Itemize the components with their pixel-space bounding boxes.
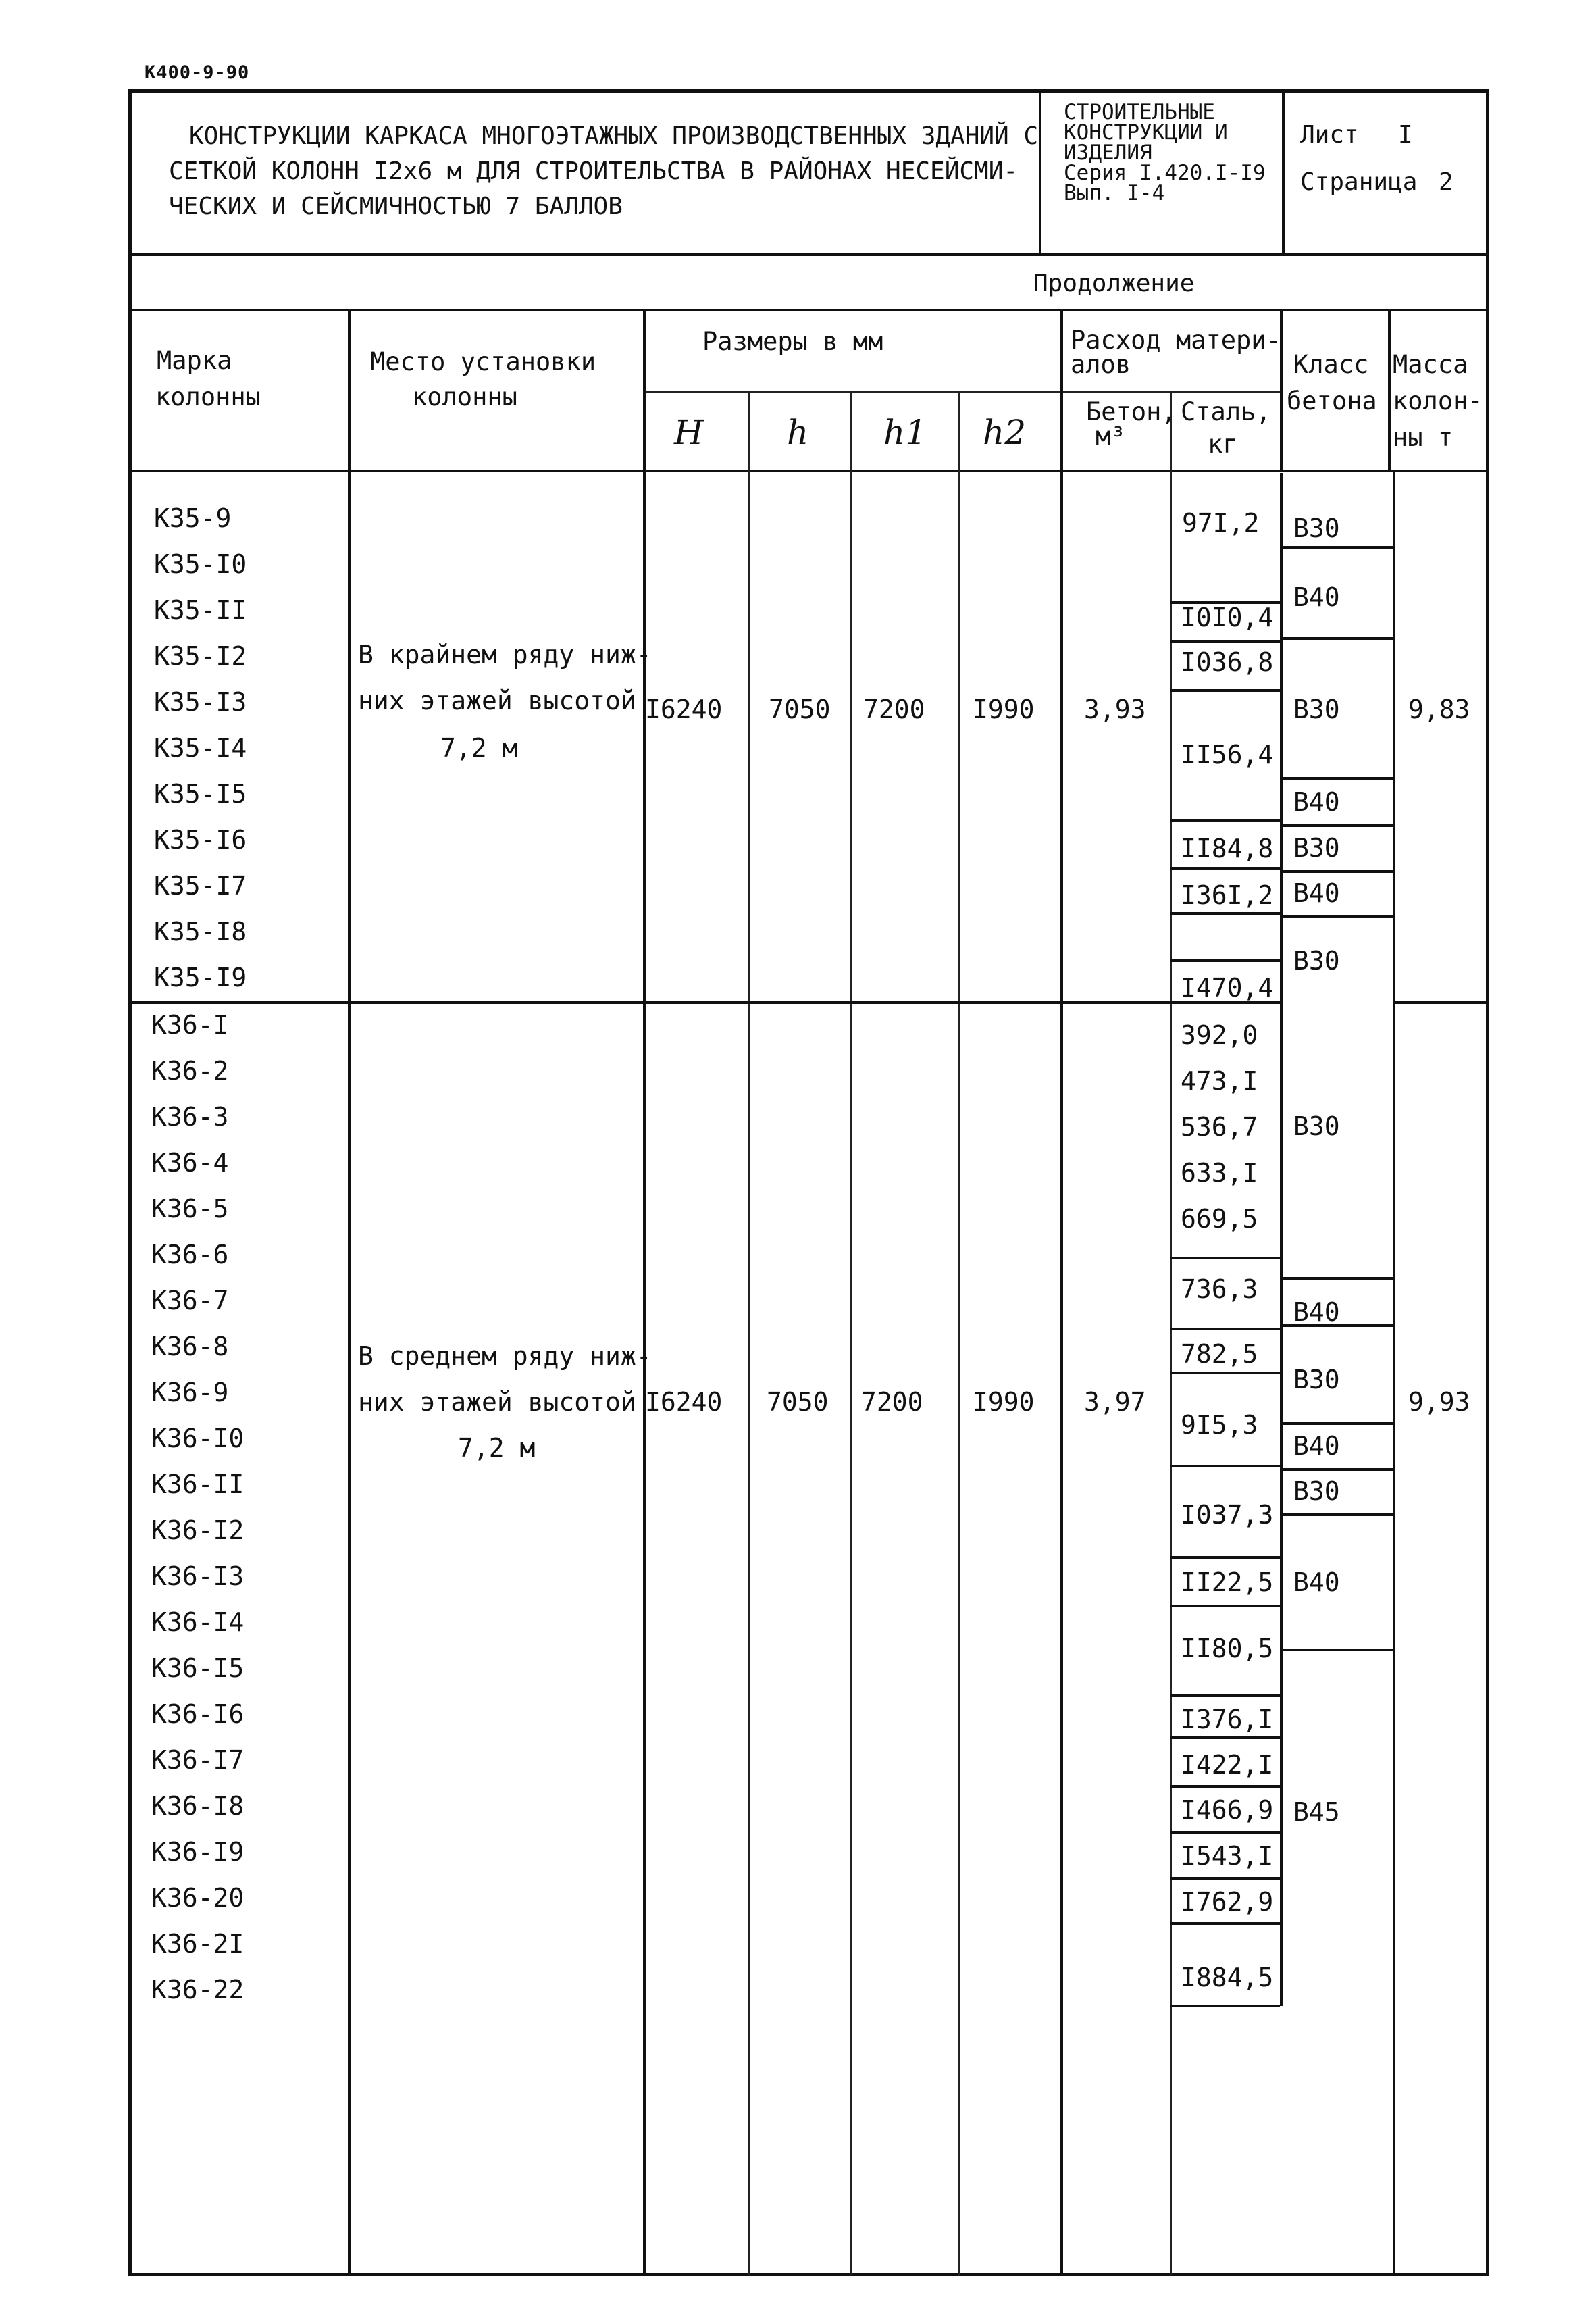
g1-class-line — [1280, 915, 1393, 918]
g2-steel-right — [1280, 1001, 1283, 2006]
title-block-bottom — [128, 253, 1489, 256]
group2-h: 7050 — [767, 1387, 829, 1417]
g2-class-line — [1280, 1513, 1393, 1516]
group2-mark-17: К36-I7 — [151, 1745, 244, 1775]
header-mass-2: колон- — [1393, 386, 1483, 416]
header-h: h — [787, 413, 809, 452]
g2-class-line — [1280, 1277, 1393, 1280]
group-separator — [128, 1001, 1281, 1004]
group2-steel-16: I762,9 — [1181, 1887, 1274, 1917]
group1-steel-2: I0I0,4 — [1181, 603, 1274, 632]
group1-mark-3: К35-II — [154, 595, 247, 625]
g1-steel-right — [1280, 473, 1283, 1001]
col-divider-h — [850, 391, 852, 2276]
group1-mark-6: К35-I4 — [154, 733, 247, 763]
sheet-value: I — [1398, 121, 1413, 149]
group2-mark-8: К36-8 — [151, 1332, 229, 1361]
header-concrete-2: м³ — [1096, 422, 1126, 451]
group2-steel-3: 536,7 — [1181, 1112, 1258, 1142]
header-class-2: бетона — [1287, 386, 1377, 416]
group2-mark-11: К36-II — [151, 1469, 244, 1499]
col-divider-mark — [348, 309, 351, 2276]
group2-mark-5: К36-5 — [151, 1194, 229, 1224]
group2-mark-22: К36-22 — [151, 1975, 244, 2005]
group1-place-3: 7,2 м — [440, 733, 518, 763]
group1-H: I6240 — [645, 695, 723, 724]
group1-steel-4: II56,4 — [1181, 740, 1274, 770]
g2-class-line — [1280, 1649, 1393, 1651]
header-mass-3: ны т — [1393, 423, 1453, 452]
g2-steel-line — [1170, 1465, 1280, 1467]
group1-steel-3: I036,8 — [1181, 647, 1274, 677]
group2-mark-15: К36-I5 — [151, 1653, 244, 1683]
g2-steel-line — [1170, 1922, 1280, 1925]
group1-steel-1: 97I,2 — [1182, 508, 1260, 538]
page-frame — [128, 89, 1489, 2276]
g2-class-line — [1280, 1468, 1393, 1471]
group2-place-3: 7,2 м — [458, 1433, 536, 1463]
series-line-3: ИЗДЕЛИЯ — [1064, 141, 1152, 165]
g1-class-line — [1280, 637, 1393, 640]
header-place-1: Место установки — [370, 347, 596, 376]
title-line-3: ЧЕСКИХ И СЕЙСМИЧНОСТЬЮ 7 БАЛЛОВ — [169, 193, 623, 220]
group2-mark-13: К36-I3 — [151, 1561, 244, 1591]
group1-class-1: B30 — [1293, 513, 1340, 543]
header-mark-2: колонны — [155, 382, 261, 411]
group2-mark-19: К36-I9 — [151, 1837, 244, 1867]
g2-steel-line — [1170, 1694, 1280, 1697]
group2-H: I6240 — [645, 1387, 723, 1417]
document-code: К400-9-90 — [145, 62, 250, 83]
group1-mark-2: К35-I0 — [154, 549, 247, 579]
group2-place-2: них этажей высотой — [358, 1387, 636, 1417]
group2-concrete: 3,97 — [1084, 1387, 1146, 1417]
group2-class-7: B45 — [1293, 1797, 1340, 1827]
header-bottom — [128, 470, 1489, 472]
group1-h2: I990 — [973, 695, 1035, 724]
g2-steel-line — [1170, 1831, 1280, 1834]
group1-class-2: B40 — [1293, 582, 1340, 612]
group2-class-2: B40 — [1293, 1297, 1340, 1327]
g1-steel-line — [1170, 959, 1280, 962]
group2-mark-12: К36-I2 — [151, 1515, 244, 1545]
group2-steel-2: 473,I — [1181, 1066, 1258, 1096]
group2-steel-17: I884,5 — [1181, 1963, 1274, 1992]
group1-mark-11: К35-I9 — [154, 963, 247, 992]
group2-mark-14: К36-I4 — [151, 1607, 244, 1637]
group2-mark-6: К36-6 — [151, 1240, 229, 1269]
g1-class-line — [1280, 824, 1393, 827]
header-h1: h1 — [883, 413, 927, 452]
group2-steel-9: I037,3 — [1181, 1500, 1274, 1530]
continuation-label: Продолжение — [1033, 270, 1195, 297]
group1-place-2: них этажей высотой — [358, 686, 636, 715]
title-line-2: СЕТКОЙ КОЛОНН I2х6 м ДЛЯ СТРОИТЕЛЬСТВА В РАЙОНАХ НЕСЕЙСМИ- — [169, 157, 1019, 185]
header-concrete-1: Бетон, — [1086, 397, 1177, 426]
col-divider-place — [643, 309, 646, 2276]
g2-steel-line — [1170, 1328, 1280, 1330]
group1-place-1: В крайнем ряду ниж- — [358, 640, 652, 670]
group1-class-5: B30 — [1293, 833, 1340, 863]
group1-mark-10: К35-I8 — [154, 917, 247, 947]
header-material-2: алов — [1071, 350, 1131, 379]
col-divider-concrete — [1170, 391, 1172, 2276]
group2-mark-16: К36-I6 — [151, 1699, 244, 1729]
group2-mark-21: К36-2I — [151, 1929, 244, 1959]
group2-place-1: В среднем ряду ниж- — [358, 1341, 652, 1371]
group2-mark-1: К36-I — [151, 1010, 229, 1040]
group2-steel-6: 736,3 — [1181, 1274, 1258, 1304]
header-H: H — [674, 413, 704, 452]
group2-mark-10: К36-I0 — [151, 1424, 244, 1453]
series-line-2: КОНСТРУКЦИИ И — [1064, 120, 1228, 145]
header-h2: h2 — [983, 413, 1027, 452]
g2-steel-line — [1170, 1785, 1280, 1788]
group2-steel-13: I422,I — [1181, 1750, 1274, 1780]
g1-steel-line — [1170, 689, 1280, 692]
col-divider-class — [1393, 470, 1395, 2276]
group1-steel-5: II84,8 — [1181, 834, 1274, 863]
group1-class-4: B40 — [1293, 787, 1340, 817]
series-line-4: Серия I.420.I-I9 — [1064, 161, 1266, 185]
header-steel-1: Сталь, — [1181, 397, 1271, 426]
group1-class-6: B40 — [1293, 878, 1340, 908]
group2-steel-5: 669,5 — [1181, 1204, 1258, 1234]
g1-steel-line — [1170, 819, 1280, 822]
g2-steel-line — [1170, 1556, 1280, 1559]
g2-steel-line — [1170, 1877, 1280, 1880]
g2-class-line — [1280, 1422, 1393, 1425]
group2-steel-15: I543,I — [1181, 1841, 1274, 1871]
group1-steel-7: I470,4 — [1181, 973, 1274, 1003]
header-sizes: Размеры в мм — [702, 327, 883, 356]
group1-class-3: B30 — [1293, 695, 1340, 724]
page-value: 2 — [1439, 168, 1453, 196]
header-material-1: Расход матери- — [1071, 326, 1281, 355]
group1-mark-7: К35-I5 — [154, 779, 247, 809]
g2-steel-line — [1170, 1605, 1280, 1607]
group2-h1: 7200 — [861, 1387, 923, 1417]
series-line-5: Вып. I-4 — [1064, 181, 1165, 205]
g1-steel-line — [1170, 912, 1280, 915]
group2-mark-3: К36-3 — [151, 1102, 229, 1132]
group2-mark-20: К36-20 — [151, 1883, 244, 1913]
group1-mark-8: К35-I6 — [154, 825, 247, 855]
g1-class-line — [1280, 870, 1393, 873]
title-divider-2 — [1282, 89, 1285, 255]
group1-mark-5: К35-I3 — [154, 687, 247, 717]
header-class-1: Класс — [1293, 350, 1369, 379]
group1-h: 7050 — [769, 695, 831, 724]
g1-steel-line — [1170, 640, 1280, 643]
g1-steel-line — [1170, 867, 1280, 870]
g2-steel-line — [1170, 1736, 1280, 1739]
g2-steel-line — [1170, 1257, 1280, 1259]
header-steel-2: кг — [1208, 430, 1238, 459]
page-label: Страница — [1300, 168, 1418, 196]
g2-steel-line — [1170, 1372, 1280, 1374]
group2-class-1: B30 — [1293, 1111, 1340, 1141]
group-separator-mass — [1393, 1001, 1489, 1004]
group1-class-7: B30 — [1293, 946, 1340, 976]
group1-mark-1: К35-9 — [154, 503, 232, 533]
header-place-2: колонны — [412, 382, 517, 411]
group2-class-3: B30 — [1293, 1365, 1340, 1394]
group2-steel-10: II22,5 — [1181, 1567, 1274, 1597]
group2-class-6: B40 — [1293, 1567, 1340, 1597]
title-line-1: КОНСТРУКЦИИ КАРКАСА МНОГОЭТАЖНЫХ ПРОИЗВОДСТВЕННЫХ ЗДАНИЙ С — [189, 122, 1039, 150]
group1-mark-4: К35-I2 — [154, 641, 247, 671]
sheet-label: Лист — [1300, 121, 1359, 149]
col-divider-class-head — [1388, 309, 1391, 471]
group2-h2: I990 — [973, 1387, 1035, 1417]
col-divider-H — [748, 391, 750, 2276]
group2-steel-14: I466,9 — [1181, 1795, 1274, 1825]
group2-steel-12: I376,I — [1181, 1705, 1274, 1734]
group2-mass: 9,93 — [1408, 1387, 1470, 1417]
group2-mark-9: К36-9 — [151, 1378, 229, 1407]
subheader-line — [643, 391, 1280, 393]
group2-steel-11: II80,5 — [1181, 1634, 1274, 1663]
title-divider-1 — [1039, 89, 1041, 255]
group2-steel-7: 782,5 — [1181, 1339, 1258, 1369]
group1-concrete: 3,93 — [1084, 695, 1146, 724]
header-mass-1: Масса — [1393, 350, 1468, 379]
group1-mass: 9,83 — [1408, 695, 1470, 724]
group2-steel-1: 392,0 — [1181, 1020, 1258, 1050]
group1-mark-9: К35-I7 — [154, 871, 247, 901]
group2-class-4: B40 — [1293, 1431, 1340, 1461]
group2-mark-7: К36-7 — [151, 1286, 229, 1315]
group1-h1: 7200 — [863, 695, 925, 724]
continuation-bottom — [128, 309, 1489, 311]
col-divider-h1 — [958, 391, 960, 2276]
group2-mark-4: К36-4 — [151, 1148, 229, 1178]
group2-steel-8: 9I5,3 — [1181, 1410, 1258, 1440]
group2-class-5: B30 — [1293, 1476, 1340, 1506]
g2-steel-bottom — [1170, 2005, 1280, 2007]
group2-steel-4: 633,I — [1181, 1158, 1258, 1188]
g1-class-line — [1280, 546, 1393, 549]
col-divider-sizes — [1060, 309, 1063, 2276]
group2-mark-18: К36-I8 — [151, 1791, 244, 1821]
group1-steel-6: I36I,2 — [1181, 880, 1274, 910]
group2-mark-2: К36-2 — [151, 1056, 229, 1086]
series-line-1: СТРОИТЕЛЬНЫЕ — [1064, 100, 1215, 124]
g1-class-line — [1280, 777, 1393, 780]
header-mark-1: Марка — [157, 346, 232, 375]
